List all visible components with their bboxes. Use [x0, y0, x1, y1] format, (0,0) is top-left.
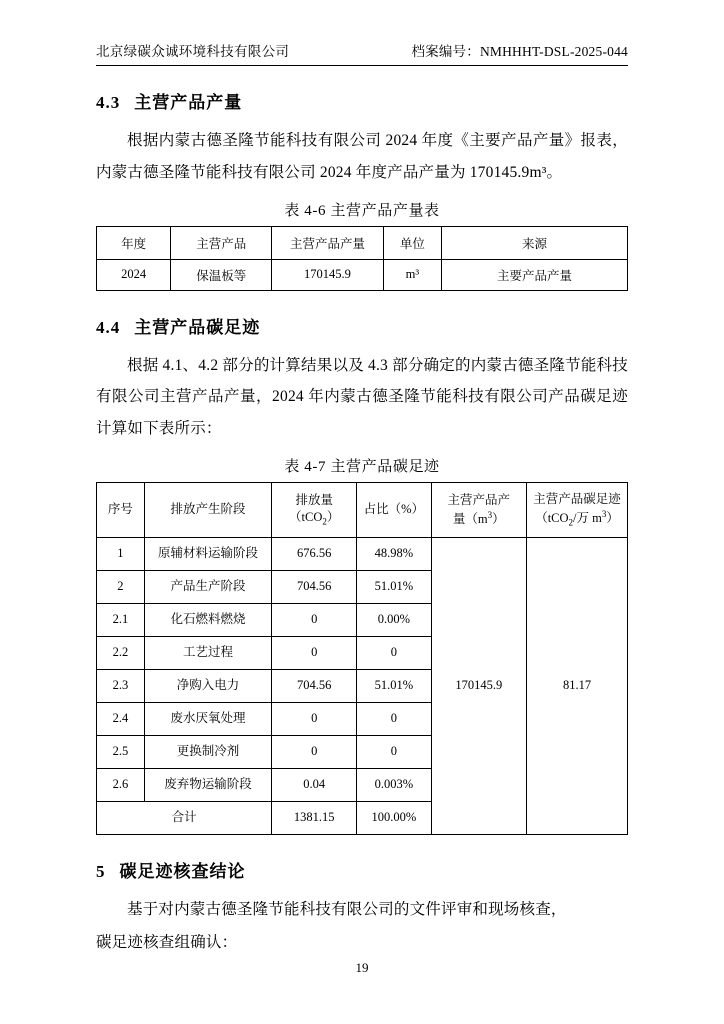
cell-share: 48.98%: [357, 537, 431, 570]
column-header-output: [431, 482, 527, 537]
section-title: 主营产品产量: [134, 93, 243, 112]
cell-product: 保温板等: [171, 259, 272, 290]
cell-seq: 2: [97, 570, 145, 603]
table-row-header: [97, 226, 628, 259]
cell-share: 0: [357, 636, 431, 669]
section-number: 4.3: [96, 93, 121, 112]
cell-output: 170145.9: [272, 259, 384, 290]
cell-stage: 工艺过程: [144, 636, 271, 669]
cell-share: 0.003%: [357, 768, 431, 801]
section-number: 4.4: [96, 317, 121, 337]
cell-seq: 2.6: [97, 768, 145, 801]
cell-total-share: 100.00%: [357, 801, 431, 834]
column-header-share: 占比（%）: [357, 482, 431, 537]
table-46-caption: 表 4-6 主营产品产量表: [284, 202, 440, 219]
column-header-source: 来源: [442, 226, 628, 259]
column-header-unit: 单位: [383, 226, 441, 259]
column-header-output: 主营产品产量: [272, 226, 384, 259]
cell-seq: 1: [97, 537, 145, 570]
cell-unit: m³: [383, 259, 441, 290]
cell-year: 2024: [97, 259, 171, 290]
cell-stage: 净购入电力: [144, 669, 271, 702]
section-heading-5: [96, 857, 628, 882]
cell-total-label: 合计: [97, 801, 272, 834]
column-header-year: 年度: [97, 226, 171, 259]
table-main-product-output: [96, 226, 628, 291]
cell-share: 51.01%: [357, 669, 431, 702]
cell-share: 0: [357, 702, 431, 735]
column-header-seq: 序号: [97, 482, 145, 537]
section-title: 主营产品碳足迹: [134, 317, 261, 337]
cell-source: 主要产品产量: [442, 259, 628, 290]
cell-stage: 化石燃料燃烧: [144, 603, 271, 636]
column-header-footprint: [527, 482, 628, 537]
cell-share: 0.00%: [357, 603, 431, 636]
section-heading-4-3: [96, 88, 628, 113]
header-file-code: [411, 40, 628, 60]
column-header-stage: 排放产生阶段: [144, 482, 271, 537]
cell-seq: 2.5: [97, 735, 145, 768]
cell-footprint-value: 81.17: [527, 537, 628, 834]
header-company: 北京绿碳众诚环境科技有限公司: [96, 44, 290, 59]
header-file-number: NMHHHT-DSL-2025-044: [479, 44, 628, 59]
cell-stage: 废弃物运输阶段: [144, 768, 271, 801]
column-header-product: 主营产品: [171, 226, 272, 259]
cell-total-emission: 1381.15: [272, 801, 357, 834]
cell-share: 0: [357, 735, 431, 768]
table-row: [97, 259, 628, 290]
page-header: [96, 40, 628, 66]
column-header-emission-line2: （tCO$_2$）: [289, 509, 340, 527]
column-header-footprint-line1: 主营产品碳足迹: [533, 491, 621, 506]
column-header-emission: [272, 482, 357, 537]
cell-seq: 2.4: [97, 702, 145, 735]
paragraph-4-4: 根据 4.1、4.2 部分的计算结果以及 4.3 部分确定的内蒙古德圣隆节能科技有限公司主营产品产量，2024 年内蒙古德圣隆节能科技有限公司产品碳足迹计算如下表所示：: [96, 356, 628, 438]
cell-emission: 0: [272, 636, 357, 669]
cell-emission: 676.56: [272, 537, 357, 570]
section-title: 碳足迹核查结论: [119, 861, 246, 881]
cell-emission: 704.56: [272, 570, 357, 603]
cell-emission: 704.56: [272, 669, 357, 702]
paragraph-5-line2: 碳足迹核查组确认：: [96, 934, 238, 952]
cell-output-value: 170145.9: [431, 537, 527, 834]
cell-share: 51.01%: [357, 570, 431, 603]
paragraph-4-3: 根据内蒙古德圣隆节能科技有限公司 2024 年度《主要产品产量》报表，内蒙古德圣隆节能科技有限公司 2024 年度产品产量为 170145.9m³。: [96, 132, 628, 181]
cell-seq: 2.1: [97, 603, 145, 636]
column-header-emission-line1: 排放量: [295, 492, 333, 507]
cell-stage: 产品生产阶段: [144, 570, 271, 603]
table-47-caption: 表 4-7 主营产品碳足迹: [284, 458, 440, 475]
table-product-carbon-footprint: [96, 482, 628, 835]
cell-emission: 0.04: [272, 768, 357, 801]
header-file-label: 档案编号：: [411, 44, 480, 59]
table-row-header: [97, 482, 628, 537]
cell-stage: 更换制冷剂: [144, 735, 271, 768]
column-header-output-line2: 量$(m^3)$: [452, 509, 505, 526]
cell-seq: 2.3: [97, 669, 145, 702]
column-header-output-line1: 主营产品产: [447, 492, 511, 507]
page-number: 19: [355, 960, 369, 975]
column-header-footprint-line2: （tCO$_2$/万 $m^3$）: [535, 508, 619, 528]
section-heading-4-4: [96, 313, 628, 338]
cell-stage: 废水厌氧处理: [144, 702, 271, 735]
cell-emission: 0: [272, 735, 357, 768]
cell-emission: 0: [272, 702, 357, 735]
section-number: 5: [96, 861, 106, 881]
paragraph-5-line1: 基于对内蒙古德圣隆节能科技有限公司的文件评审和现场核查，: [127, 900, 567, 918]
cell-emission: 0: [272, 603, 357, 636]
cell-seq: 2.2: [97, 636, 145, 669]
cell-stage: 原辅材料运输阶段: [144, 537, 271, 570]
table-row: [97, 537, 628, 570]
